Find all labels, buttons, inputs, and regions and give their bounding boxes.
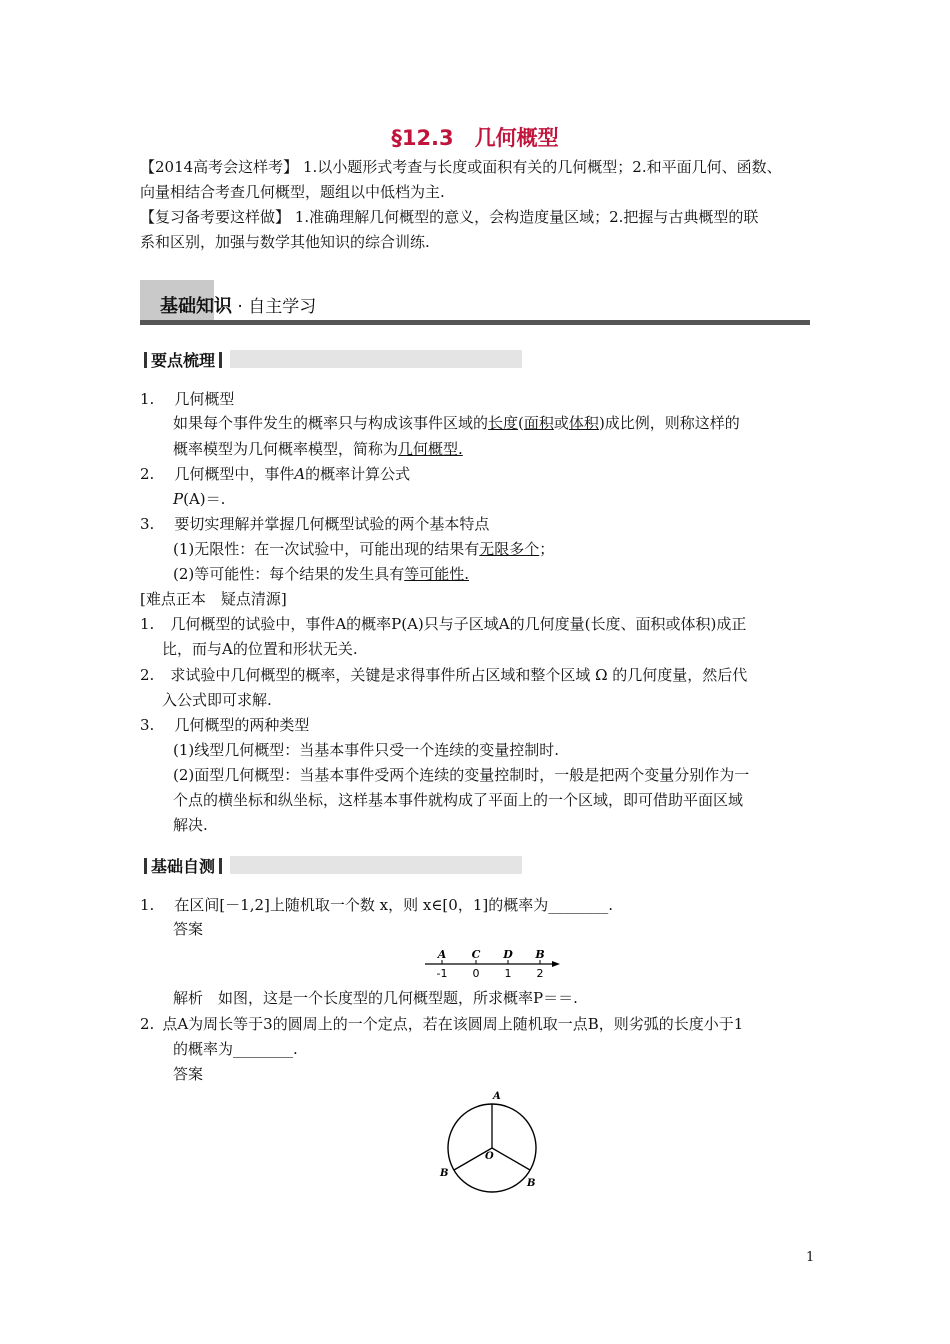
intro-line-2: 向量相结合考查几何概型，题组以中低档为主. <box>140 183 445 201</box>
point-label-d: D <box>503 948 513 961</box>
difficulty-3-title: 3. 几何概型的两种类型 <box>140 716 310 734</box>
circle-figure <box>432 1086 552 1198</box>
difficulty-3-line-4: 解决. <box>173 816 208 834</box>
intro-line-3: 【复习备考要这样做】 1.准确理解几何概型的意义，会构造度量区域；2.把握与古典概型的联 <box>140 208 759 226</box>
test-2-question-line-2: 的概率为________. <box>173 1040 298 1058</box>
number-line-arrow <box>552 961 560 967</box>
point-label-c: C <box>471 948 481 961</box>
difficulty-2-line-1: 2. 求试验中几何概型的概率，关键是求得事件所占区域和整个区域 Ω 的几何度量，然后代 <box>140 666 748 684</box>
difficulty-1-line-1: 1. 几何概型的试验中，事件A的概率P(A)只与子区域A的几何度量(长度、面积或体积)成正 <box>140 615 747 633</box>
section-header-self-test: 基础自测 <box>140 856 522 874</box>
tick-label-minus-1: -1 <box>436 967 448 980</box>
banner-rule <box>140 320 810 325</box>
point-2-formula: P(A)＝. <box>173 490 226 508</box>
test-2-question-line-1: 2. 点A为周长等于3的圆周上的一个定点，若在该圆周上随机取一点B，则劣弧的长度小于1 <box>140 1015 744 1033</box>
intro-tag-review: 【复习备考要这样做】 <box>140 208 291 226</box>
point-1-line-2: 概率模型为几何概率模型，简称为几何概型. <box>173 440 463 458</box>
circle-label-o: O <box>485 1151 494 1162</box>
difficulties-header: [难点正本 疑点清源] <box>140 590 287 608</box>
point-3-title: 3. 要切实理解并掌握几何概型试验的两个基本特点 <box>140 515 490 533</box>
section-banner <box>140 280 810 326</box>
point-label-b: B <box>535 948 545 961</box>
page-number: 1 <box>806 1250 815 1265</box>
test-1-question: 1. 在区间[－1,2]上随机取一个数 x，则 x∈[0，1]的概率为________. <box>140 896 613 914</box>
number-line-figure <box>420 942 565 982</box>
intro-tag-exam: 【2014高考会这样考】 <box>140 158 299 176</box>
difficulty-3-line-3: 个点的横坐标和纵坐标，这样基本事件就构成了平面上的一个区域，即可借助平面区域 <box>173 791 744 809</box>
tick-label-0: 0 <box>472 967 480 980</box>
point-label-a: A <box>437 948 447 961</box>
page-title: §12.3 几何概型 <box>391 126 559 150</box>
tick-label-1: 1 <box>504 967 512 980</box>
section-header-key-points: 要点梳理 <box>140 350 522 368</box>
test-2-answer: 答案 <box>173 1065 204 1083</box>
point-3-line-2: (2)等可能性：每个结果的发生具有等可能性. <box>173 565 470 583</box>
point-3-line-1: (1)无限性：在一次试验中，可能出现的结果有无限多个； <box>173 540 555 558</box>
banner-text: 基础知识 · 自主学习 <box>160 296 317 317</box>
test-1-answer: 答案 <box>173 920 204 938</box>
point-1-line-1: 如果每个事件发生的概率只与构成该事件区域的长度(面积或体积)成比例，则称这样的 <box>173 414 740 432</box>
difficulty-3-line-1: (1)线型几何概型：当基本事件只受一个连续的变量控制时. <box>173 741 560 759</box>
intro-line-4: 系和区别，加强与数学其他知识的综合训练. <box>140 233 430 251</box>
circle-label-a: A <box>493 1091 501 1102</box>
difficulty-1-line-2: 比，而与A的位置和形状无关. <box>162 640 358 658</box>
circle-label-b-left: B <box>440 1168 449 1179</box>
test-1-analysis: 解析 如图，这是一个长度型的几何概型题，所求概率P＝＝. <box>173 989 578 1007</box>
tick-label-2: 2 <box>536 967 544 980</box>
difficulty-3-line-2: (2)面型几何概型：当基本事件受两个连续的变量控制时，一般是把两个变量分别作为一 <box>173 766 750 784</box>
point-1-title: 1. 几何概型 <box>140 390 235 408</box>
circle-label-b-right: B <box>527 1178 536 1189</box>
difficulty-2-line-2: 入公式即可求解. <box>162 691 272 709</box>
intro-line-1: 【2014高考会这样考】 1.以小题形式考查与长度或面积有关的几何概型；2.和平面几何、函数、 <box>140 158 782 176</box>
radius-to-b-right <box>492 1148 530 1170</box>
point-2-title: 2. 几何概型中，事件A的概率计算公式 <box>140 465 411 483</box>
